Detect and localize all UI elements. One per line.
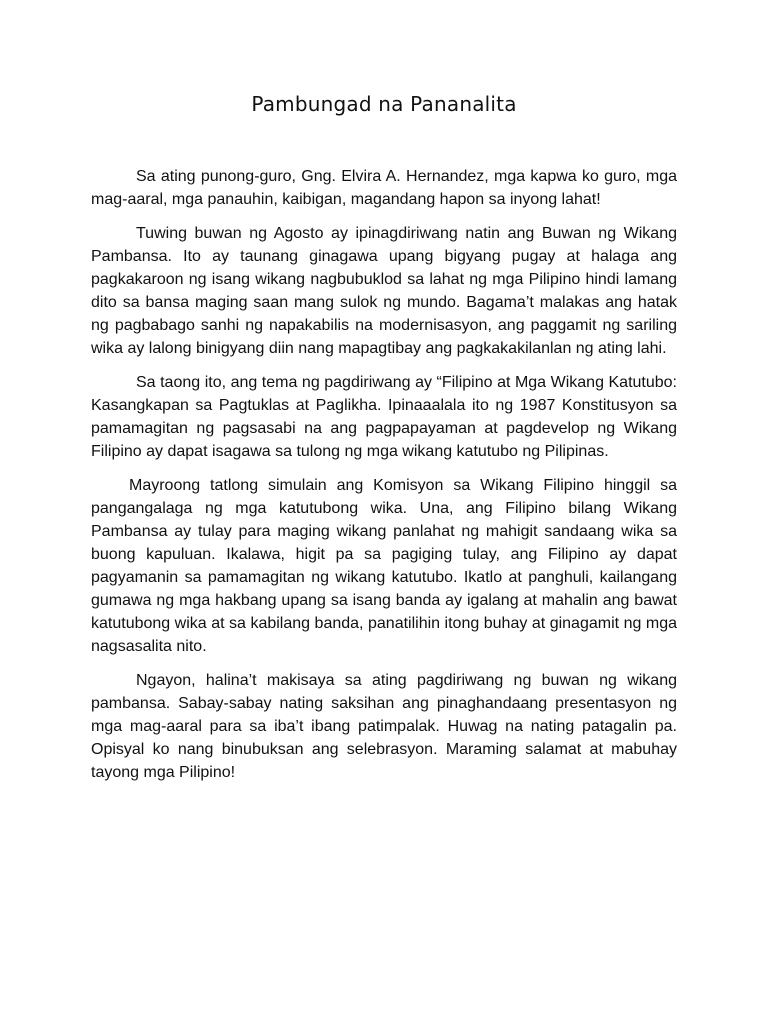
paragraph-buwan-ng-wika: Tuwing buwan ng Agosto ay ipinagdiriwang natin ang Buwan ng Wikang Pambansa. Ito ay taunang ginagawa upang bigyang pugay at halaga ang pagkakaroon ng isang wikang nagbubuklod sa lahat ng mga Pilipino hindi lamang dito sa bansa maging saan mang sulok ng mundo. Bagama’t malakas ang hatak ng pagbabago sanhi ng napakabilis na modernisasyon, ang paggamit ng sariling wika ay lalong binigyang diin nang mapagtibay ang pagkakakilanlan ng ating lahi. <box>91 225 677 357</box>
paragraph-tema: Sa taong ito, ang tema ng pagdiriwang ay “Filipino at Mga Wikang Katutubo: Kasangkapan sa Pagtuklas at Paglikha. Ipinaaalala ito ng 1987 Konstitusyon sa pamamagitan ng pagsasabi na ang pagpapayaman at pagdevelop ng Wikang Filipino ay dapat isagawa sa tulong ng mga wikang katutubo ng Pilipinas. <box>91 374 677 460</box>
document-body <box>91 165 677 795</box>
paragraph-simulain: Mayroong tatlong simulain ang Komisyon sa Wikang Filipino hinggil sa pangangalaga ng mga katutubong wika. Una, ang Filipino bilang Wikang Pambansa ay tulay para maging wikang panlahat ng mahigit sandaang wika sa buong kapuluan. Ikalawa, higit pa sa pagiging tulay, ang Filipino ay dapat pagyamanin sa pamamagitan ng wikang katutubo. Ikatlo at panghuli, kailangang gumawa ng mga hakbang upang sa isang banda ay igalang at mahalin ang bawat katutubong wika at sa kabilang banda, panatilihin itong buhay at ginagamit ng mga nagsasalita nito. <box>91 477 677 655</box>
paragraph-closing: Ngayon, halina’t makisaya sa ating pagdiriwang ng buwan ng wikang pambansa. Sabay-sabay nating saksihan ang pinaghandaang presentasyon ng mga mag-aaral para sa iba’t ibang patimpalak. Huwag na nating patagalin pa. Opisyal ko nang binubuksan ang selebrasyon. Maraming salamat at mabuhay tayong mga Pilipino! <box>91 672 677 781</box>
document-title: Pambungad na Pananalita <box>251 92 517 116</box>
paragraph-greeting: Sa ating punong-guro, Gng. Elvira A. Hernandez, mga kapwa ko guro, mga mag-aaral, mga panauhin, kaibigan, magandang hapon sa inyong lahat! <box>91 168 677 208</box>
